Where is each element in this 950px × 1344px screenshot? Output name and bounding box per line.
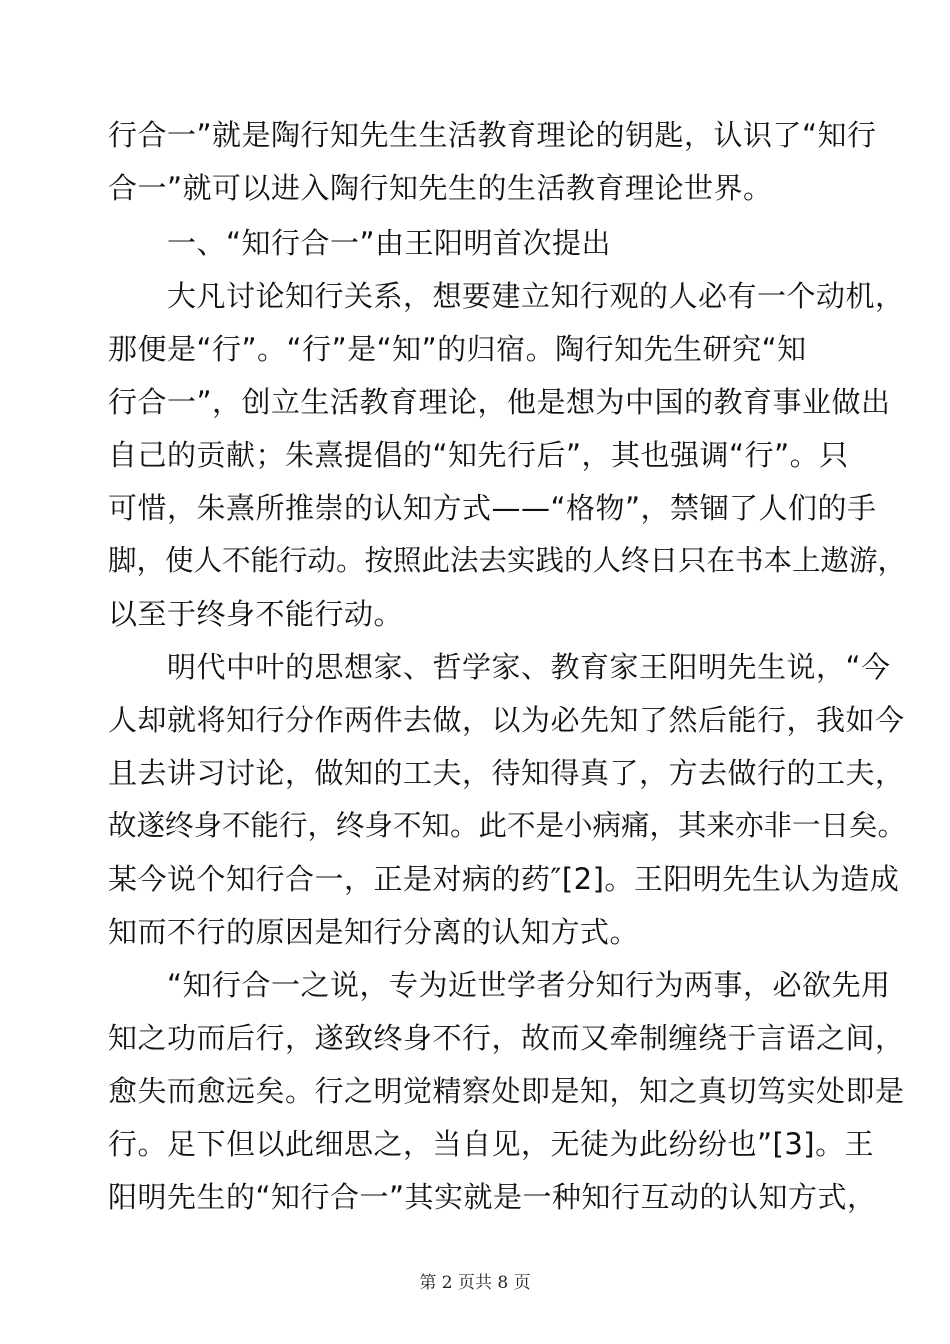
text-line: 愈失而愈远矣。行之明觉精察处即是知，知之真切笃实处即是	[108, 1074, 905, 1108]
text-line: 故遂终身不能行，终身不知。此不是小病痛，其来亦非一日矣。	[108, 809, 907, 842]
text-line: 知之功而后行，遂致终身不行，故而又牵制缠绕于言语之间，	[108, 1021, 905, 1055]
text-line: 脚，使人不能行动。按照此法去实践的人终日只在书本上遨游，	[108, 544, 907, 577]
text-line: 行合一”，创立生活教育理论，他是想为中国的教育事业做出	[108, 385, 891, 419]
text-line: 自己的贡献；朱熹提倡的“知先行后”，其也强调“行”。只	[108, 438, 849, 472]
text-line: 知而不行的原因是知行分离的认知方式。	[108, 915, 640, 949]
text-line: 明代中叶的思想家、哲学家、教育家王阳明先生说，“今	[108, 650, 891, 684]
text-line: 以至于终身不能行动。	[108, 597, 404, 631]
text-line: “知行合一之说，专为近世学者分知行为两事，必欲先用	[108, 968, 891, 1002]
section-heading: 一、“知行合一”由王阳明首次提出	[108, 226, 612, 260]
text-line: 人却就将知行分作两件去做，以为必先知了然后能行，我如今	[108, 703, 905, 737]
text-line: 行合一”就是陶行知先生生活教育理论的钥匙，认识了“知行	[108, 118, 877, 152]
text-line: 行。足下但以此细思之，当自见，无徒为此纷纷也”[3]。王	[108, 1127, 875, 1161]
text-line: 可惜，朱熹所推崇的认知方式——“格物”，禁锢了人们的手	[108, 491, 877, 525]
text-line: 大凡讨论知行关系，想要建立知行观的人必有一个动机，	[108, 279, 905, 313]
text-line: 某今说个知行合一，正是对病的药″[2]。王阳明先生认为造成	[108, 862, 900, 896]
page-number-footer: 第 2 页共 8 页	[419, 1273, 531, 1293]
text-line: 且去讲习讨论，做知的工夫，待知得真了，方去做行的工夫，	[108, 756, 905, 790]
text-line: 阳明先生的“知行合一”其实就是一种知行互动的认知方式，	[108, 1180, 877, 1214]
text-line: 合一”就可以进入陶行知先生的生活教育理论世界。	[108, 171, 773, 205]
text-line: 那便是“行”。“行”是“知”的归宿。陶行知先生研究“知	[108, 332, 807, 366]
